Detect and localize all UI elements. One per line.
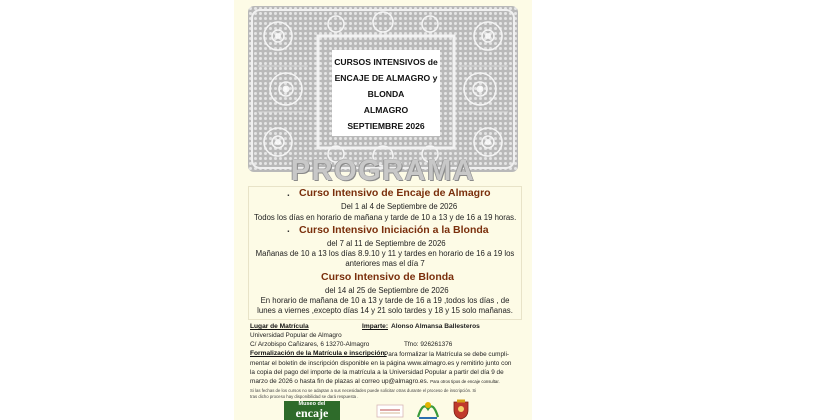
- header-line-1: CURSOS INTENSIVOS de: [334, 57, 438, 67]
- formalizacion-line-4: [250, 377, 500, 386]
- course-3-desc-line-1: En horario de mañana de 10 a 13 y tarde de 16 a 19 ,todos los días , de: [260, 296, 510, 305]
- programa-title: PROGRAMA: [290, 155, 476, 187]
- course-2-desc-line-1: Mañanas de 10 a 13 los días 8.9.10 y 11 y tardes en horario de 16 a 19 los: [255, 249, 515, 258]
- header-line-2: ENCAJE DE ALMAGRO y: [334, 73, 438, 83]
- museo-del-encaje-logo: [284, 401, 340, 420]
- course-2-title: Curso Intensivo Iniciación a la Blonda: [299, 224, 489, 236]
- course-1-dates: Del 1 al 4 de Septiembre de 2026: [341, 202, 458, 211]
- course-1-title: Curso Intensivo de Encaje de Almagro: [299, 187, 491, 199]
- title-box: [332, 50, 440, 136]
- header-line-3: BLONDA: [367, 89, 405, 99]
- poster: [234, 0, 532, 420]
- coat-of-arms-icon: [452, 399, 470, 420]
- formalizacion-label: Formalización de la Matrícula e inscripción:: [250, 350, 387, 357]
- matricula-phone: Tfno: 926261376: [404, 341, 453, 348]
- bullet-icon: .: [287, 224, 290, 235]
- course-3-desc: [254, 296, 516, 316]
- courses-box: [248, 186, 522, 320]
- header-line-4: ALMAGRO: [363, 105, 409, 115]
- ayuntamiento-logo: [376, 403, 404, 420]
- formalizacion-line-2: mentar el boletín de inscripción disponible en la página www.almagro.es y remitirlo junto con: [250, 360, 512, 367]
- formalizacion-line-4-text: marzo de 2026 o hasta fin de plazas al correo up@almagro.es.: [250, 378, 431, 385]
- imparte-name: Alonso Almansa Ballesteros: [391, 323, 480, 330]
- matricula-address: C/ Arzobispo Cañizares, 6 13270-Almagro: [250, 341, 370, 348]
- course-2-dates: del 7 al 11 de Septiembre de 2026: [327, 239, 446, 248]
- course-2-desc: [254, 249, 516, 269]
- formalizacion-note: Para otros tipos de encaje consultar.: [430, 379, 500, 384]
- course-2-desc-line-2: anteriores mas el día 7: [345, 259, 425, 268]
- universidad-popular-logo: [415, 399, 441, 420]
- museo-logo-line-1: Museo del: [298, 401, 326, 407]
- header-line-5: SEPTIEMBRE 2026: [347, 121, 425, 131]
- matricula-label: Lugar de Matrícula: [250, 323, 309, 330]
- formalizacion-line-1: Para formalizar la Matrícula se debe cumpli-: [384, 351, 510, 358]
- course-3-dates: del 14 al 25 de Septiembre de 2026: [325, 286, 449, 295]
- formalizacion-line-3: la copia del pago del importe de la matrícula a la Universidad Popular a partir del día 9 de: [250, 369, 504, 376]
- course-1-desc: Todos los días en horario de mañana y tarde de 10 a 13 y de 16 a 19 horas.: [254, 213, 517, 222]
- footnote-line-2: tras dicho proceso hay disponibilidad se dará respuesta .: [250, 394, 359, 399]
- course-3-title: Curso Intensivo de Blonda: [321, 271, 455, 283]
- matricula-place: Universidad Popular de Almagro: [250, 332, 342, 339]
- imparte-label: Imparte:: [362, 323, 389, 330]
- lace-doily-image: [248, 6, 518, 172]
- bullet-icon: .: [287, 188, 290, 199]
- course-3-desc-line-2: lunes a viernes ,excepto días 14 y 21 solo tardes y 18 y 15 solo mañanas.: [257, 306, 513, 315]
- museo-logo-line-2: encaje: [295, 406, 329, 420]
- footnote-line-1: Si las fechas de los cursos no se adaptan a sus necesidades puede solicitar otras durante el proceso de inscripción. Si: [250, 388, 477, 393]
